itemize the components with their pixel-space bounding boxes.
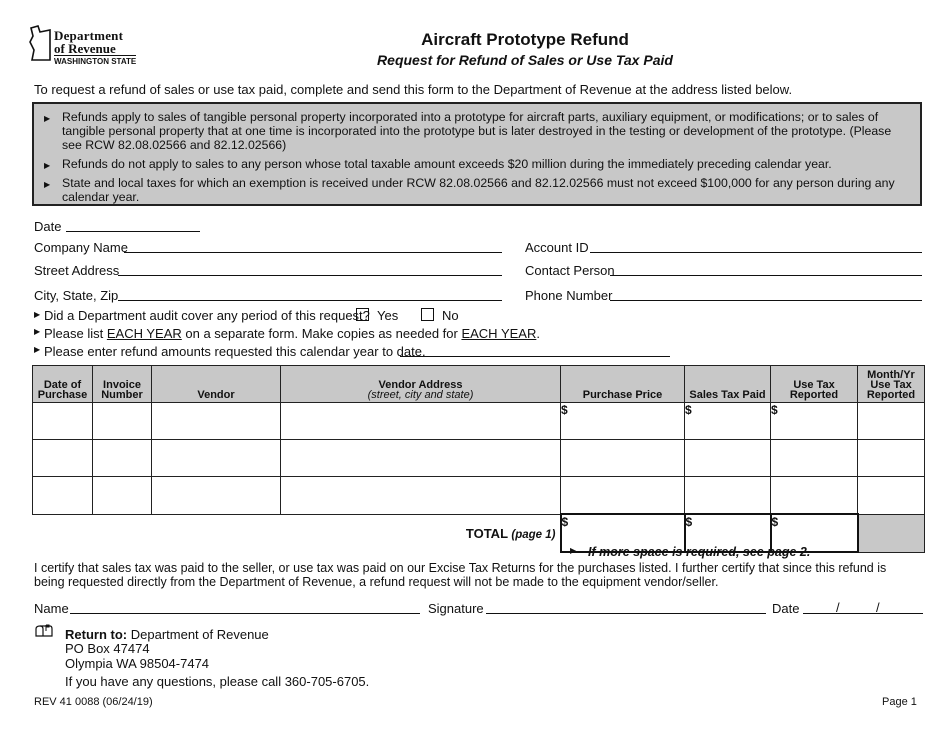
audit-yes-label: Yes [377,308,399,323]
address-cell[interactable] [281,440,561,477]
date-cell[interactable] [33,440,93,477]
price-cell[interactable] [561,440,685,477]
bullet-arrow-icon: ▶ [34,310,41,319]
bullet-arrow-icon: ▶ [34,345,41,354]
col-purchase-price: Purchase Price [561,366,685,403]
questions-phone: If you have any questions, please call 360-705-6705. [65,674,370,689]
date-label: Date [34,219,62,234]
form-subtitle: Request for Refund of Sales or Use Tax Paid [377,52,673,68]
name-label: Name [34,601,69,616]
use-tax-cell[interactable] [771,403,858,440]
audit-question: Did a Department audit cover any period of this request? [44,308,370,323]
city-state-zip-label: City, State, Zip [34,288,119,303]
return-to: Return to: Department of Revenue [65,627,269,642]
date-slash: / [836,600,840,615]
dollar-sign: $ [685,403,692,417]
col-sales-tax-paid: Sales Tax Paid [685,366,771,403]
address-cell[interactable] [281,403,561,440]
bullet-arrow-icon: ▶ [44,161,51,170]
bullet-arrow-icon: ▶ [570,546,577,555]
name-field[interactable] [70,613,420,614]
refund-amounts-note: Please enter refund amounts requested this calendar year to date. [44,344,426,359]
page-number: Page 1 [882,696,917,708]
invoice-cell[interactable] [93,477,152,515]
dollar-sign: $ [685,515,693,529]
sales-tax-cell[interactable] [685,403,771,440]
month-yr-cell[interactable] [858,440,925,477]
form-id: REV 41 0088 (06/24/19) [34,696,153,708]
phone-number-field[interactable] [610,300,922,301]
more-space-note: If more space is required, see page 2. [588,545,811,559]
return-city: Olympia WA 98504-7474 [65,656,210,671]
col-vendor-address: Vendor Address (street, city and state) [281,366,561,403]
invoice-cell[interactable] [93,403,152,440]
sign-date-label: Date [772,601,800,616]
price-cell[interactable] [561,477,685,515]
logo-line1: Department [54,28,124,43]
audit-yes-checkbox[interactable] [356,308,369,321]
col-date-of-purchase: Date of Purchase [33,366,93,403]
phone-number-label: Phone Number [525,288,613,303]
audit-no-label: No [442,308,459,323]
account-id-label: Account ID [525,240,589,255]
contact-person-label: Contact Person [525,263,615,278]
col-month-yr: Month/Yr Use Tax Reported [858,366,925,403]
company-name-label: Company Name [34,240,128,255]
washington-state-icon [28,24,54,64]
dollar-sign: $ [771,403,778,417]
table-row [33,477,925,515]
company-name-field[interactable] [124,252,502,253]
dor-logo [28,22,146,66]
vendor-cell[interactable] [152,403,281,440]
sales-tax-cell[interactable] [685,477,771,515]
audit-no-checkbox[interactable] [421,308,434,321]
purchase-table [32,365,925,553]
date-field[interactable] [66,231,200,232]
each-year-note: Please list EACH YEAR on a separate form. Make copies as needed for EACH YEAR. [44,326,540,341]
dollar-sign: $ [771,515,779,529]
bullet-arrow-icon: ▶ [44,114,51,123]
sales-tax-cell[interactable] [685,440,771,477]
table-row [33,403,925,440]
table-row [33,440,925,477]
total-label: TOTAL (page 1) [465,525,556,541]
invoice-cell[interactable] [93,440,152,477]
sign-date-field[interactable] [803,613,923,614]
col-invoice-number: Invoice Number [93,366,152,403]
use-tax-cell[interactable] [771,477,858,515]
logo-line3: WASHINGTON STATE [54,57,137,66]
month-yr-cell[interactable] [858,403,925,440]
signature-field[interactable] [486,613,766,614]
bullet-arrow-icon: ▶ [34,327,41,336]
use-tax-cell[interactable] [771,440,858,477]
address-cell[interactable] [281,477,561,515]
dollar-sign: $ [561,403,568,417]
street-address-field[interactable] [118,275,502,276]
date-slash: / [876,600,880,615]
info-bullet: ▶ Refunds do not apply to sales to any person whose total taxable amount exceeds $20 million during the immediately preceding calendar year. [44,157,832,171]
col-vendor: Vendor [152,366,281,403]
date-cell[interactable] [33,477,93,515]
bullet-arrow-icon: ▶ [44,180,51,189]
price-cell[interactable] [561,403,685,440]
city-state-zip-field[interactable] [118,300,502,301]
dollar-sign: $ [561,515,569,529]
vendor-cell[interactable] [152,440,281,477]
contact-person-field[interactable] [610,275,922,276]
month-yr-cell[interactable] [858,477,925,515]
date-cell[interactable] [33,403,93,440]
mailbox-icon [34,624,54,638]
return-po-box: PO Box 47474 [65,641,150,656]
total-shaded-cell [858,514,925,552]
certification-text: I certify that sales tax was paid to the seller, or use tax was paid on our Excise Tax Returns for the purchases listed. I further certify that since this refund is being requested directly from the Department of Revenue, a refund request will not be made to the equipment vendor/seller. [34,561,887,589]
signature-label: Signature [428,601,484,616]
table-header-row [33,366,925,403]
street-address-label: Street Address [34,263,120,278]
info-box [32,102,922,206]
info-bullet: ▶ State and local taxes for which an exemption is received under RCW 82.08.02566 and 82.12.02566 must not exceed $100,000 for any person during any calendar year. [44,176,895,204]
vendor-cell[interactable] [152,477,281,515]
form-title: Aircraft Prototype Refund [421,30,629,49]
refund-amounts-field[interactable] [400,356,670,357]
col-use-tax-reported: Use Tax Reported [771,366,858,403]
logo-line2: of Revenue [54,41,116,56]
intro-text: To request a refund of sales or use tax paid, complete and send this form to the Department of Revenue at the address listed below. [34,82,793,97]
account-id-field[interactable] [590,252,922,253]
info-bullet: ▶ Refunds apply to sales of tangible personal property incorporated into a prototype for aircraft parts, auxiliary equipment, or modifications; or to sales of tangible personal property that at one time is incorporated into the prototype but is later destroyed in the testing or development of the prototype. (Please see RCW 82.08.02566 and 82.12.02566) [44,110,892,152]
